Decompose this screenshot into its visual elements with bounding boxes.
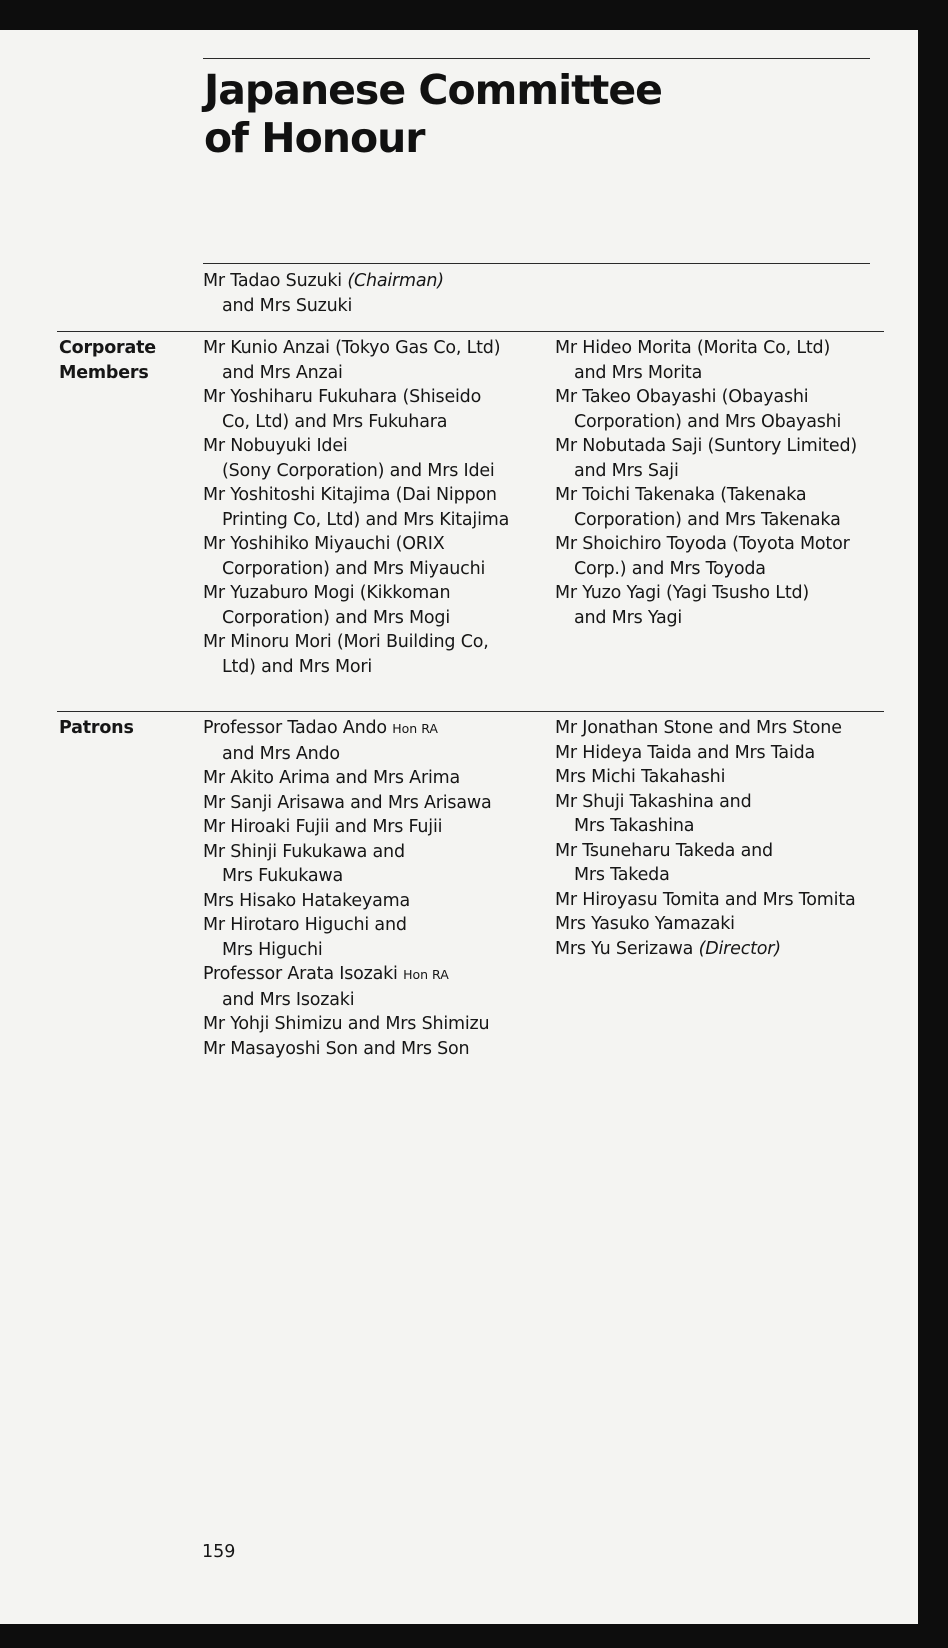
corporate-left-list — [203, 336, 509, 679]
list-item: Mr Hiroyasu Tomita and Mrs Tomita — [555, 889, 856, 910]
list-item: Mr Shinji Fukukawa and — [203, 841, 405, 862]
list-item: Corporation) and Mrs Obayashi — [574, 411, 842, 432]
list-item: Printing Co, Ltd) and Mrs Kitajima — [222, 509, 510, 530]
page-title — [204, 66, 824, 162]
list-item: Mr Nobutada Saji (Suntory Limited) — [555, 436, 858, 456]
title-line-2: of Honour — [204, 114, 425, 162]
list-item: Mr Hiroaki Fujii and Mrs Fujii — [203, 817, 443, 837]
list-item: Mr Jonathan Stone and Mrs Stone — [555, 718, 842, 738]
list-item: Mrs Yu Serizawa (Director) — [555, 938, 781, 959]
document-page — [0, 30, 918, 1624]
list-item: Mr Yuzo Yagi (Yagi Tsusho Ltd) — [555, 583, 810, 603]
list-item: Mr Shuji Takashina and — [555, 791, 752, 812]
corporate-members-label: Corporate Members — [59, 338, 156, 383]
list-item: Mr Hirotaro Higuchi and — [203, 915, 407, 935]
list-item: Mrs Takashina — [574, 816, 695, 836]
patrons-right-list — [555, 716, 856, 961]
chair-list — [203, 269, 444, 318]
list-item: Co, Ltd) and Mrs Fukuhara — [222, 411, 448, 432]
list-item: Mr Hideya Taida and Mrs Taida — [555, 742, 816, 763]
list-item: Mr Toichi Takenaka (Takenaka — [555, 485, 807, 505]
list-item: and Mrs Suzuki — [222, 295, 353, 316]
list-item: Mrs Fukukawa — [222, 866, 344, 886]
patrons-label: Patrons — [59, 718, 134, 738]
list-item: Mrs Yasuko Yamazaki — [555, 914, 735, 934]
list-item: Mr Yohji Shimizu and Mrs Shimizu — [203, 1014, 490, 1034]
list-item: (Sony Corporation) and Mrs Idei — [222, 460, 495, 481]
list-item: Mr Yoshiharu Fukuhara (Shiseido — [203, 387, 482, 407]
list-item: Mr Yoshihiko Miyauchi (ORIX — [203, 534, 445, 554]
list-item: Corporation) and Mrs Takenaka — [574, 509, 841, 530]
title-line-1: Japanese Committee — [204, 66, 662, 114]
list-item: Mr Yoshitoshi Kitajima (Dai Nippon — [203, 485, 497, 505]
chair-rule — [203, 263, 870, 264]
corporate-right-list — [555, 336, 857, 630]
list-item: Corp.) and Mrs Toyoda — [574, 558, 766, 579]
list-item: and Mrs Morita — [574, 362, 703, 383]
list-item: Corporation) and Mrs Mogi — [222, 607, 451, 628]
list-item: Mrs Michi Takahashi — [555, 767, 726, 787]
list-item: and Mrs Isozaki — [222, 989, 355, 1010]
corporate-rule — [57, 331, 884, 332]
list-item: Mr Minoru Mori (Mori Building Co, — [203, 632, 489, 652]
list-item: and Mrs Yagi — [574, 607, 683, 628]
list-item: Professor Arata Isozaki Hon RA — [203, 964, 449, 984]
patrons-rule — [57, 711, 884, 712]
list-item: Mr Shoichiro Toyoda (Toyota Motor — [555, 534, 850, 554]
list-item: Mr Tadao Suzuki (Chairman) — [203, 271, 444, 291]
list-item: Mr Kunio Anzai (Tokyo Gas Co, Ltd) — [203, 338, 501, 358]
list-item: Mr Tsuneharu Takeda and — [555, 840, 773, 861]
list-item: Mrs Higuchi — [222, 939, 323, 960]
page-number: 159 — [202, 1542, 236, 1562]
top-rule — [203, 58, 870, 59]
list-item: Professor Tadao Ando Hon RA — [203, 718, 438, 738]
patrons-left-list — [203, 716, 492, 1061]
list-item: Mr Masayoshi Son and Mrs Son — [203, 1038, 470, 1059]
list-item: and Mrs Anzai — [222, 362, 343, 383]
list-item: Mrs Takeda — [574, 865, 670, 885]
list-item: Mr Sanji Arisawa and Mrs Arisawa — [203, 792, 492, 813]
list-item: Mr Nobuyuki Idei — [203, 436, 348, 456]
list-item: and Mrs Ando — [222, 743, 340, 764]
list-item: Mr Akito Arima and Mrs Arima — [203, 768, 460, 788]
list-item: Ltd) and Mrs Mori — [222, 656, 373, 677]
list-item: Mr Yuzaburo Mogi (Kikkoman — [203, 583, 451, 603]
list-item: Mr Hideo Morita (Morita Co, Ltd) — [555, 338, 831, 358]
list-item: Corporation) and Mrs Miyauchi — [222, 558, 486, 579]
list-item: Mr Takeo Obayashi (Obayashi — [555, 387, 809, 407]
list-item: Mrs Hisako Hatakeyama — [203, 890, 411, 911]
list-item: and Mrs Saji — [574, 460, 679, 481]
